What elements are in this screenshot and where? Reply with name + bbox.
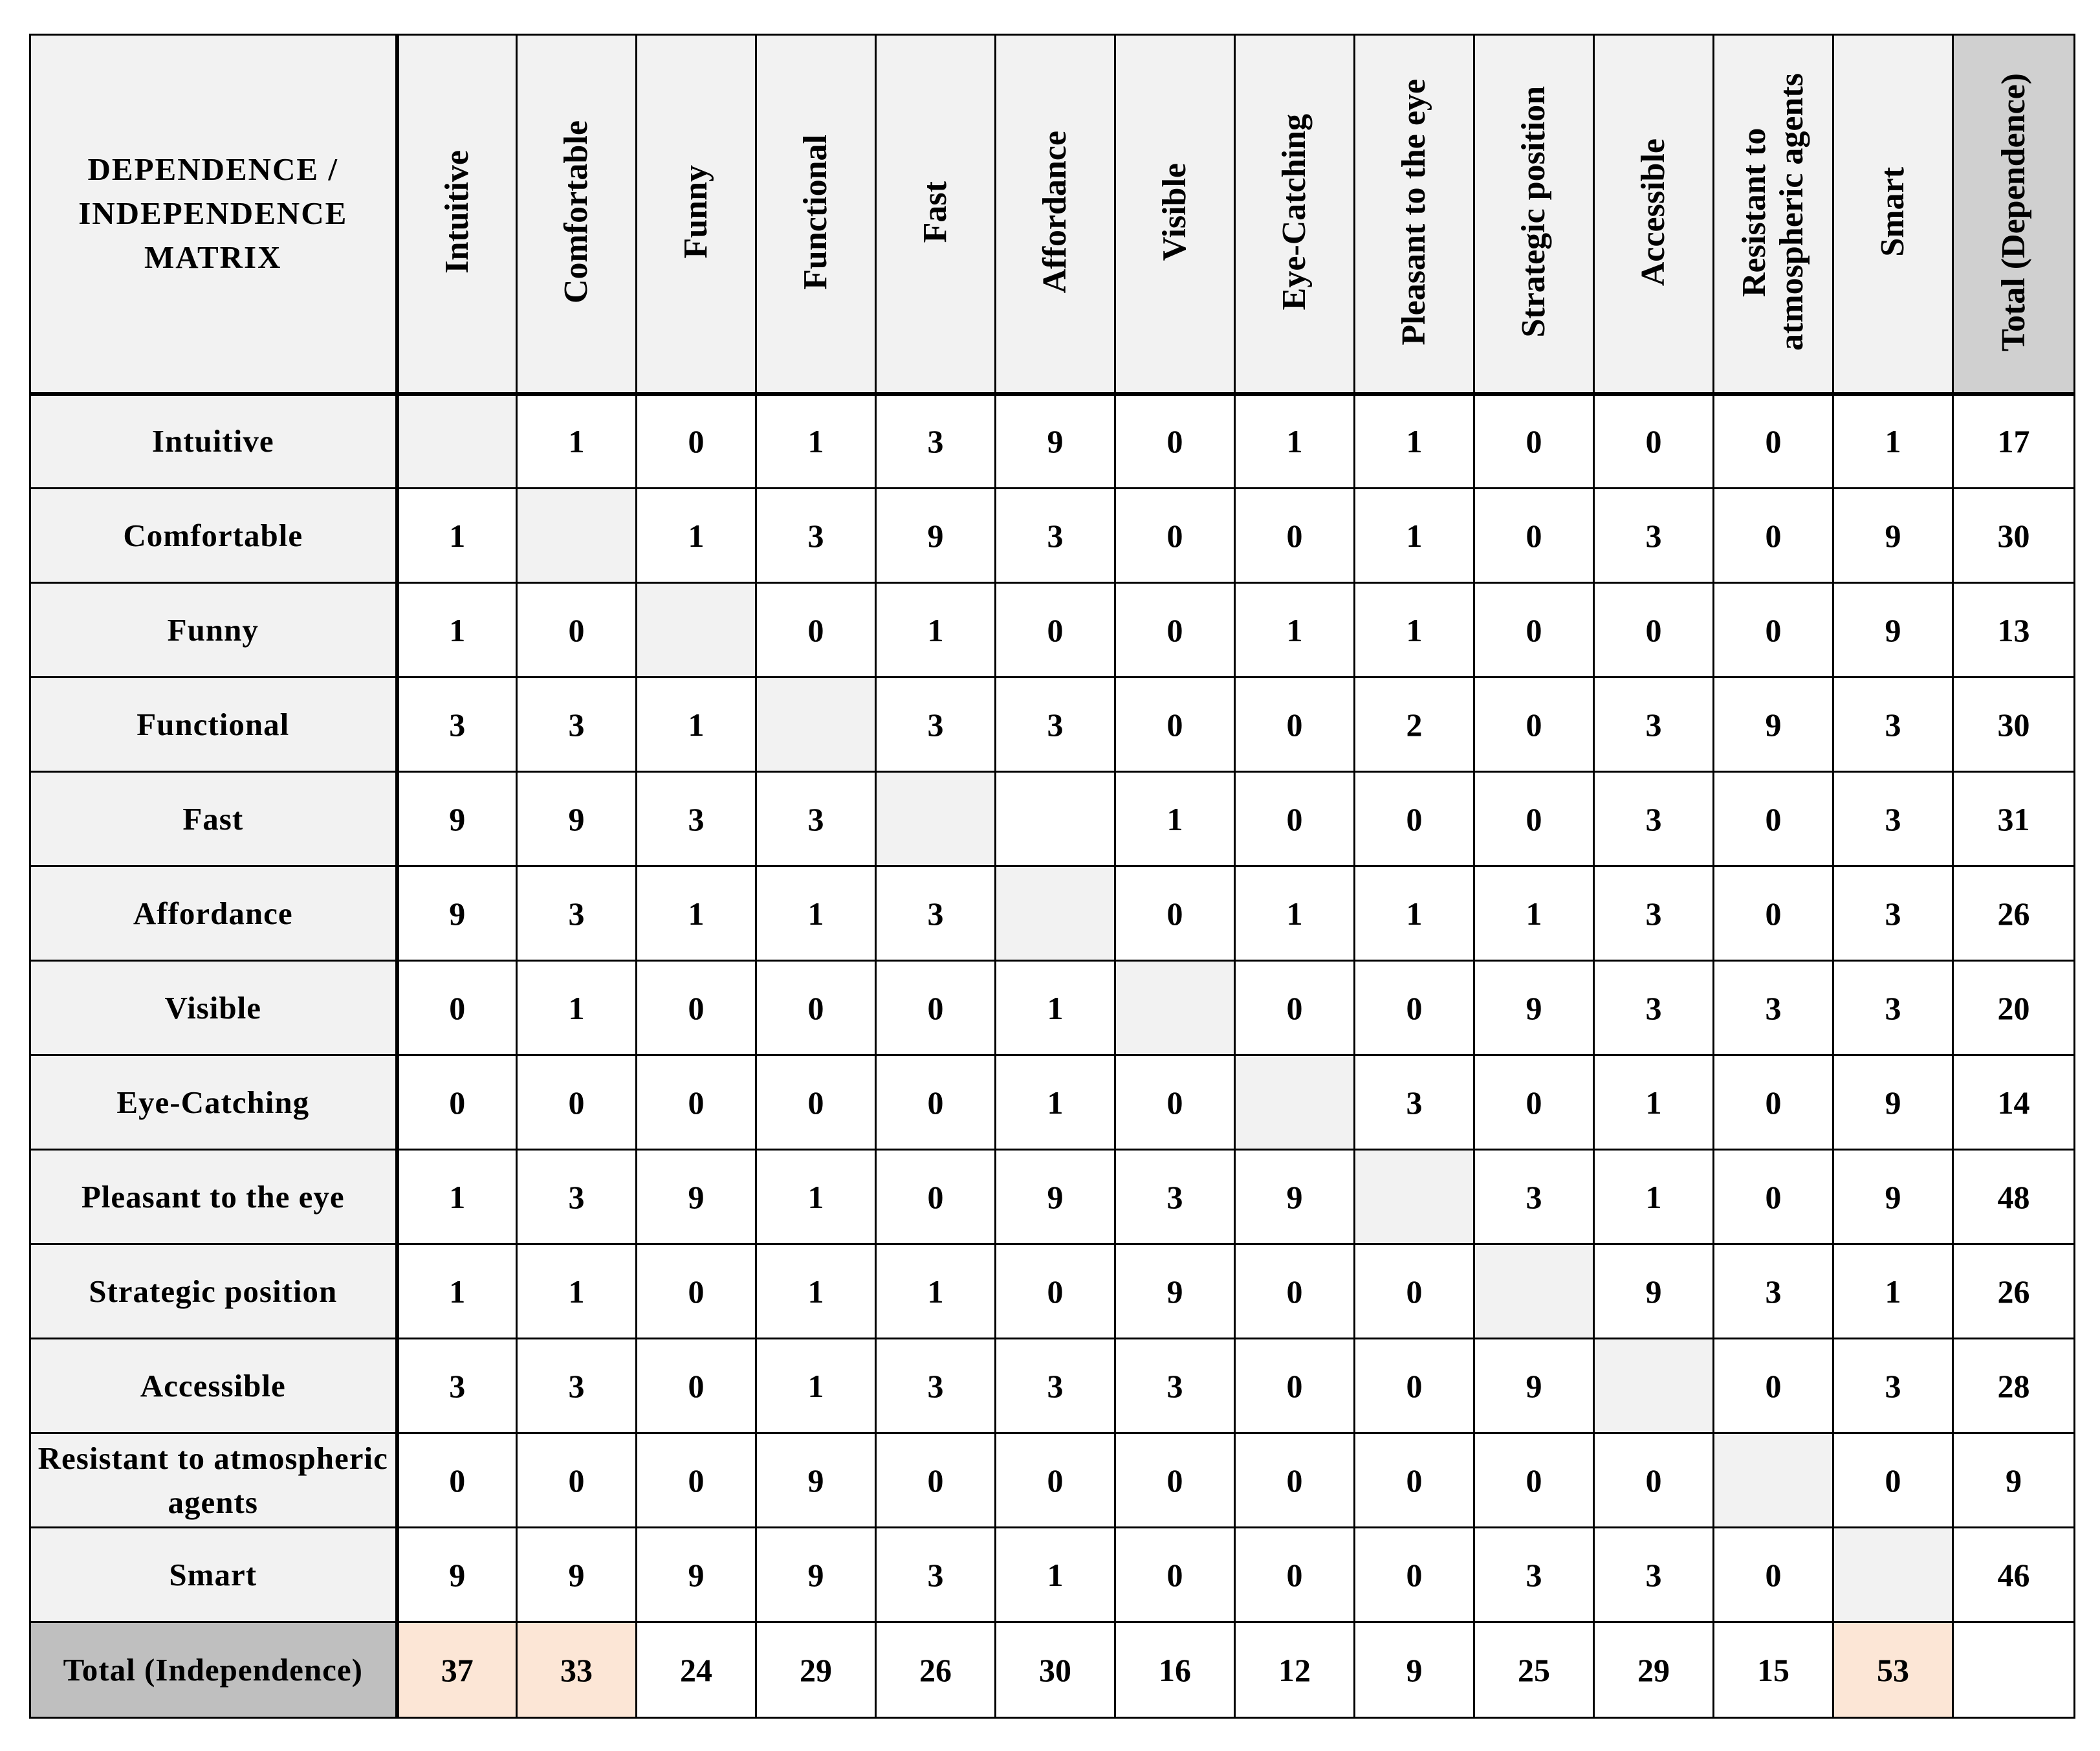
column-header bbox=[1594, 35, 1714, 394]
independence-total-cell: 29 bbox=[756, 1622, 876, 1718]
matrix-cell: 0 bbox=[637, 1433, 756, 1528]
row-header: Funny bbox=[30, 583, 397, 677]
independence-total-cell: 37 bbox=[397, 1622, 517, 1718]
matrix-cell: 0 bbox=[1115, 394, 1235, 489]
matrix-cell: 0 bbox=[1714, 583, 1833, 677]
column-header-label: Funny bbox=[677, 165, 714, 259]
matrix-cell: 9 bbox=[1833, 489, 1953, 583]
matrix-cell: 3 bbox=[1594, 489, 1714, 583]
matrix-cell: 3 bbox=[756, 772, 876, 866]
matrix-cell: 9 bbox=[517, 1528, 637, 1622]
matrix-cell: 1 bbox=[637, 866, 756, 961]
matrix-cell: 0 bbox=[756, 1055, 876, 1150]
matrix-cell: 0 bbox=[1594, 583, 1714, 677]
matrix-cell bbox=[1714, 1433, 1833, 1528]
matrix-cell: 0 bbox=[1714, 1055, 1833, 1150]
dependence-total-cell: 31 bbox=[1953, 772, 2075, 866]
matrix-cell: 3 bbox=[1474, 1528, 1594, 1622]
column-header-label: Accessible bbox=[1635, 138, 1672, 286]
matrix-cell: 3 bbox=[996, 489, 1115, 583]
matrix-row bbox=[30, 489, 2075, 583]
matrix-cell: 0 bbox=[1474, 1055, 1594, 1150]
matrix-cell: 0 bbox=[397, 1433, 517, 1528]
matrix-cell bbox=[1115, 961, 1235, 1055]
matrix-row bbox=[30, 1528, 2075, 1622]
matrix-cell: 0 bbox=[1714, 489, 1833, 583]
matrix-cell: 0 bbox=[1355, 1339, 1474, 1433]
matrix-cell: 0 bbox=[1474, 677, 1594, 772]
matrix-cell: 1 bbox=[756, 1339, 876, 1433]
matrix-cell bbox=[876, 772, 996, 866]
column-header-label: Affordance bbox=[1036, 131, 1073, 294]
column-header-label: Eye-Catching bbox=[1276, 114, 1313, 311]
dependence-total-cell: 20 bbox=[1953, 961, 2075, 1055]
matrix-cell: 9 bbox=[517, 772, 637, 866]
matrix-cell: 1 bbox=[1355, 489, 1474, 583]
dependence-total-cell: 9 bbox=[1953, 1433, 2075, 1528]
dependence-total-cell: 46 bbox=[1953, 1528, 2075, 1622]
matrix-cell: 1 bbox=[1235, 866, 1355, 961]
column-header-label: Visible bbox=[1156, 163, 1193, 261]
matrix-row bbox=[30, 866, 2075, 961]
dependence-total-cell: 26 bbox=[1953, 1244, 2075, 1339]
matrix-cell: 1 bbox=[876, 1244, 996, 1339]
matrix-row bbox=[30, 961, 2075, 1055]
column-header bbox=[876, 35, 996, 394]
matrix-cell: 1 bbox=[397, 583, 517, 677]
independence-total-cell: 15 bbox=[1714, 1622, 1833, 1718]
matrix-cell: 3 bbox=[397, 1339, 517, 1433]
matrix-cell: 1 bbox=[1355, 583, 1474, 677]
matrix-cell: 3 bbox=[637, 772, 756, 866]
matrix-cell: 1 bbox=[756, 1244, 876, 1339]
row-header: Visible bbox=[30, 961, 397, 1055]
matrix-cell: 1 bbox=[1235, 583, 1355, 677]
matrix-cell: 1 bbox=[1115, 772, 1235, 866]
column-header bbox=[517, 35, 637, 394]
column-header bbox=[1714, 35, 1833, 394]
matrix-cell: 3 bbox=[1833, 961, 1953, 1055]
matrix-cell: 0 bbox=[1714, 1528, 1833, 1622]
matrix-cell: 9 bbox=[756, 1528, 876, 1622]
independence-total-cell: 9 bbox=[1355, 1622, 1474, 1718]
matrix-cell: 3 bbox=[1594, 866, 1714, 961]
matrix-cell: 0 bbox=[1235, 1339, 1355, 1433]
matrix-cell: 1 bbox=[1594, 1150, 1714, 1244]
matrix-cell: 1 bbox=[1355, 394, 1474, 489]
matrix-cell: 0 bbox=[1714, 866, 1833, 961]
matrix-cell: 3 bbox=[1833, 677, 1953, 772]
matrix-cell: 0 bbox=[1594, 394, 1714, 489]
matrix-cell: 1 bbox=[517, 394, 637, 489]
column-header-label: Intuitive bbox=[438, 150, 476, 274]
matrix-cell: 0 bbox=[517, 583, 637, 677]
matrix-row bbox=[30, 1244, 2075, 1339]
matrix-cell: 3 bbox=[1594, 772, 1714, 866]
matrix-row bbox=[30, 1433, 2075, 1528]
matrix-cell: 3 bbox=[876, 677, 996, 772]
matrix-cell: 0 bbox=[1474, 394, 1594, 489]
matrix-cell bbox=[996, 866, 1115, 961]
matrix-row bbox=[30, 677, 2075, 772]
matrix-cell: 0 bbox=[1714, 1339, 1833, 1433]
dependence-total-cell: 48 bbox=[1953, 1150, 2075, 1244]
matrix-cell: 3 bbox=[1714, 961, 1833, 1055]
matrix-cell: 9 bbox=[1235, 1150, 1355, 1244]
matrix-cell: 0 bbox=[1115, 1433, 1235, 1528]
dependence-total-label: Total (Dependence) bbox=[1995, 72, 2032, 351]
matrix-cell: 1 bbox=[637, 677, 756, 772]
matrix-cell: 9 bbox=[1714, 677, 1833, 772]
independence-total-cell: 16 bbox=[1115, 1622, 1235, 1718]
dependence-total-cell: 30 bbox=[1953, 677, 2075, 772]
matrix-cell: 0 bbox=[996, 583, 1115, 677]
matrix-cell bbox=[637, 583, 756, 677]
matrix-cell: 0 bbox=[1115, 489, 1235, 583]
column-header bbox=[397, 35, 517, 394]
column-header-label: Comfortable bbox=[558, 120, 595, 304]
column-header bbox=[637, 35, 756, 394]
matrix-cell: 0 bbox=[1235, 677, 1355, 772]
independence-total-cell: 12 bbox=[1235, 1622, 1355, 1718]
matrix-cell: 1 bbox=[637, 489, 756, 583]
matrix-cell: 1 bbox=[397, 1150, 517, 1244]
matrix-cell: 3 bbox=[876, 394, 996, 489]
matrix-cell: 1 bbox=[397, 489, 517, 583]
dependence-total-cell: 30 bbox=[1953, 489, 2075, 583]
matrix-cell: 0 bbox=[1235, 1244, 1355, 1339]
matrix-cell: 1 bbox=[1235, 394, 1355, 489]
matrix-cell: 3 bbox=[876, 866, 996, 961]
row-header: Intuitive bbox=[30, 394, 397, 489]
matrix-cell: 3 bbox=[517, 866, 637, 961]
matrix-cell: 9 bbox=[1115, 1244, 1235, 1339]
matrix-cell: 3 bbox=[996, 1339, 1115, 1433]
column-header-label: Pleasant to the eye bbox=[1395, 78, 1432, 346]
matrix-cell: 0 bbox=[1474, 583, 1594, 677]
matrix-cell: 9 bbox=[756, 1433, 876, 1528]
matrix-cell: 0 bbox=[876, 1433, 996, 1528]
matrix-cell: 9 bbox=[397, 866, 517, 961]
matrix-cell: 3 bbox=[517, 1339, 637, 1433]
matrix-cell: 0 bbox=[637, 961, 756, 1055]
matrix-cell: 0 bbox=[1115, 1055, 1235, 1150]
matrix-cell: 9 bbox=[1594, 1244, 1714, 1339]
dependence-total-cell: 14 bbox=[1953, 1055, 2075, 1150]
matrix-cell: 3 bbox=[1355, 1055, 1474, 1150]
matrix-cell: 0 bbox=[1355, 1433, 1474, 1528]
matrix-cell: 9 bbox=[397, 772, 517, 866]
matrix-cell: 9 bbox=[996, 394, 1115, 489]
matrix-cell: 1 bbox=[996, 1055, 1115, 1150]
matrix-cell: 0 bbox=[637, 394, 756, 489]
dependence-total-header bbox=[1953, 35, 2075, 394]
matrix-cell: 3 bbox=[1115, 1150, 1235, 1244]
matrix-cell: 9 bbox=[1833, 1150, 1953, 1244]
matrix-row bbox=[30, 1150, 2075, 1244]
matrix-cell: 3 bbox=[1833, 866, 1953, 961]
column-header bbox=[996, 35, 1115, 394]
matrix-cell: 0 bbox=[1355, 961, 1474, 1055]
matrix-cell: 0 bbox=[756, 583, 876, 677]
matrix-cell: 3 bbox=[1594, 677, 1714, 772]
matrix-cell: 1 bbox=[397, 1244, 517, 1339]
matrix-cell bbox=[517, 489, 637, 583]
matrix-cell: 1 bbox=[1355, 866, 1474, 961]
matrix-cell: 9 bbox=[1833, 583, 1953, 677]
total-corner-cell bbox=[1953, 1622, 2075, 1718]
matrix-cell: 0 bbox=[1115, 583, 1235, 677]
header-row bbox=[30, 35, 2075, 394]
row-header: Functional bbox=[30, 677, 397, 772]
matrix-cell: 9 bbox=[1833, 1055, 1953, 1150]
independence-total-cell: 53 bbox=[1833, 1622, 1953, 1718]
matrix-cell: 0 bbox=[1235, 1528, 1355, 1622]
matrix-cell: 0 bbox=[1355, 1528, 1474, 1622]
matrix-cell: 1 bbox=[1833, 394, 1953, 489]
matrix-cell: 0 bbox=[517, 1055, 637, 1150]
matrix-cell: 1 bbox=[756, 394, 876, 489]
matrix-cell: 0 bbox=[1355, 772, 1474, 866]
matrix-cell: 3 bbox=[517, 677, 637, 772]
independence-total-cell: 33 bbox=[517, 1622, 637, 1718]
dependence-total-cell: 17 bbox=[1953, 394, 2075, 489]
independence-total-label: Total (Independence) bbox=[30, 1622, 397, 1718]
matrix-cell: 0 bbox=[637, 1055, 756, 1150]
matrix-cell: 0 bbox=[1115, 1528, 1235, 1622]
matrix-cell: 9 bbox=[637, 1150, 756, 1244]
matrix-cell: 3 bbox=[1594, 961, 1714, 1055]
matrix-cell: 0 bbox=[1235, 961, 1355, 1055]
row-header: Resistant to atmospheric agents bbox=[30, 1433, 397, 1528]
independence-total-cell: 29 bbox=[1594, 1622, 1714, 1718]
matrix-row bbox=[30, 772, 2075, 866]
dependence-total-cell: 13 bbox=[1953, 583, 2075, 677]
matrix-cell: 0 bbox=[637, 1244, 756, 1339]
matrix-cell: 0 bbox=[1474, 489, 1594, 583]
matrix-row bbox=[30, 583, 2075, 677]
matrix-cell: 0 bbox=[1115, 677, 1235, 772]
matrix-cell: 0 bbox=[1235, 772, 1355, 866]
matrix-cell: 0 bbox=[1235, 1433, 1355, 1528]
matrix-cell: 0 bbox=[876, 1150, 996, 1244]
row-header: Eye-Catching bbox=[30, 1055, 397, 1150]
dependence-total-cell: 26 bbox=[1953, 866, 2075, 961]
matrix-cell: 0 bbox=[517, 1433, 637, 1528]
matrix-cell: 0 bbox=[397, 1055, 517, 1150]
column-header bbox=[1115, 35, 1235, 394]
matrix-cell: 0 bbox=[756, 961, 876, 1055]
matrix-cell: 3 bbox=[1833, 1339, 1953, 1433]
column-header bbox=[1235, 35, 1355, 394]
matrix-cell: 3 bbox=[1115, 1339, 1235, 1433]
column-header-label: Functional bbox=[797, 134, 834, 290]
matrix-cell: 0 bbox=[1355, 1244, 1474, 1339]
row-header: Affordance bbox=[30, 866, 397, 961]
matrix-cell: 1 bbox=[1474, 866, 1594, 961]
matrix-body bbox=[30, 35, 2075, 1718]
matrix-row bbox=[30, 1055, 2075, 1150]
row-header: Accessible bbox=[30, 1339, 397, 1433]
matrix-cell bbox=[996, 772, 1115, 866]
matrix-cell: 0 bbox=[1833, 1433, 1953, 1528]
matrix-cell: 9 bbox=[996, 1150, 1115, 1244]
matrix-cell: 1 bbox=[756, 1150, 876, 1244]
matrix-cell: 1 bbox=[996, 961, 1115, 1055]
matrix-cell: 3 bbox=[756, 489, 876, 583]
matrix-cell: 0 bbox=[1714, 394, 1833, 489]
matrix-cell: 0 bbox=[876, 961, 996, 1055]
column-header-label: Smart bbox=[1874, 167, 1911, 258]
matrix-cell: 0 bbox=[397, 961, 517, 1055]
matrix-cell: 0 bbox=[1115, 866, 1235, 961]
matrix-row bbox=[30, 394, 2075, 489]
row-header: Strategic position bbox=[30, 1244, 397, 1339]
matrix-cell: 9 bbox=[397, 1528, 517, 1622]
column-header-label: Resistant to atmospheric agents bbox=[1736, 73, 1810, 351]
matrix-cell: 3 bbox=[876, 1528, 996, 1622]
matrix-cell: 9 bbox=[1474, 961, 1594, 1055]
column-header bbox=[1833, 35, 1953, 394]
matrix-cell: 1 bbox=[517, 1244, 637, 1339]
matrix-cell: 3 bbox=[996, 677, 1115, 772]
independence-total-cell: 26 bbox=[876, 1622, 996, 1718]
matrix-cell: 0 bbox=[637, 1339, 756, 1433]
row-header: Fast bbox=[30, 772, 397, 866]
matrix-cell: 3 bbox=[1714, 1244, 1833, 1339]
matrix-cell: 3 bbox=[1833, 772, 1953, 866]
matrix-cell bbox=[1355, 1150, 1474, 1244]
matrix-cell: 9 bbox=[637, 1528, 756, 1622]
dependence-total-cell: 28 bbox=[1953, 1339, 2075, 1433]
matrix-row bbox=[30, 1339, 2075, 1433]
matrix-cell bbox=[756, 677, 876, 772]
matrix-cell: 1 bbox=[517, 961, 637, 1055]
matrix-cell: 2 bbox=[1355, 677, 1474, 772]
matrix-cell bbox=[1235, 1055, 1355, 1150]
dependence-independence-matrix bbox=[29, 34, 2075, 1719]
independence-total-cell: 25 bbox=[1474, 1622, 1594, 1718]
row-header: Comfortable bbox=[30, 489, 397, 583]
column-header bbox=[1474, 35, 1594, 394]
matrix-cell: 0 bbox=[996, 1433, 1115, 1528]
matrix-cell: 0 bbox=[1474, 772, 1594, 866]
column-header-label: Fast bbox=[917, 181, 954, 243]
matrix-cell: 1 bbox=[756, 866, 876, 961]
column-header-label: Strategic position bbox=[1515, 86, 1552, 338]
matrix-cell: 3 bbox=[1594, 1528, 1714, 1622]
matrix-title: DEPENDENCE / INDEPENDENCE MATRIX bbox=[30, 35, 397, 394]
column-header bbox=[1355, 35, 1474, 394]
matrix-cell: 1 bbox=[1833, 1244, 1953, 1339]
independence-total-cell: 24 bbox=[637, 1622, 756, 1718]
matrix-cell: 1 bbox=[996, 1528, 1115, 1622]
matrix-cell bbox=[397, 394, 517, 489]
matrix-cell: 3 bbox=[397, 677, 517, 772]
matrix-cell: 0 bbox=[876, 1055, 996, 1150]
matrix-cell: 0 bbox=[1474, 1433, 1594, 1528]
matrix-cell: 0 bbox=[1235, 489, 1355, 583]
matrix-cell bbox=[1474, 1244, 1594, 1339]
matrix-cell bbox=[1833, 1528, 1953, 1622]
matrix-cell: 1 bbox=[876, 583, 996, 677]
matrix-cell bbox=[1594, 1339, 1714, 1433]
row-header: Smart bbox=[30, 1528, 397, 1622]
column-header bbox=[756, 35, 876, 394]
matrix-cell: 0 bbox=[996, 1244, 1115, 1339]
matrix-cell: 0 bbox=[1714, 772, 1833, 866]
matrix-cell: 9 bbox=[1474, 1339, 1594, 1433]
matrix-cell: 0 bbox=[1594, 1433, 1714, 1528]
independence-total-cell: 30 bbox=[996, 1622, 1115, 1718]
matrix-cell: 3 bbox=[517, 1150, 637, 1244]
independence-total-row bbox=[30, 1622, 2075, 1718]
matrix-cell: 3 bbox=[1474, 1150, 1594, 1244]
matrix-cell: 9 bbox=[876, 489, 996, 583]
row-header: Pleasant to the eye bbox=[30, 1150, 397, 1244]
matrix-cell: 0 bbox=[1714, 1150, 1833, 1244]
matrix-cell: 3 bbox=[876, 1339, 996, 1433]
matrix-cell: 1 bbox=[1594, 1055, 1714, 1150]
